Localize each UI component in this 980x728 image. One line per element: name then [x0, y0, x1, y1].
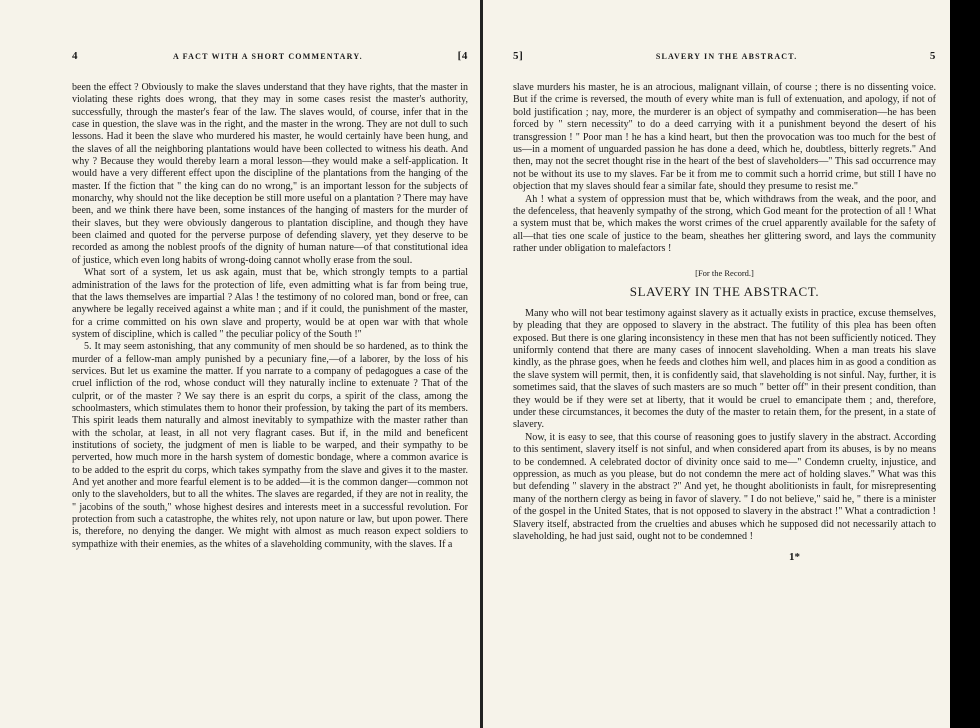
right-paragraph-1: slave murders his master, he is an atrocious, malignant villain, of course ; there is no dissenting voice. But if the crime is reversed, the mouth of every white man is full of extenuation, and apology, if not of bold justification ; nay, more, the murderer is an object of sympathy and commiseration—he has been forced by " stern necessity" to do a deed carrying with it a punishment beyond the desert of his transgression ! " Poor man ! he has a kind heart, but then the provocation was too much for the best of us—in a moment of unguarded passion he has done a deed, which he, doubtless, bitterly regrets." And then, may not the secret thought rise in the heart of the best of slaveholders—" This sad occurrence may not be without its use to my slaves. Far be it from me to commit such a horrid crime, but still I have no objection that my slaves should fear a similar fate, should they presume to resist me."	[513, 82, 936, 193]
left-bracket-mark: [4	[457, 50, 468, 62]
right-paragraph-2: Ah ! what a system of oppression must that be, which withdraws from the weak, and the poor, and the defenceless, that heavenly sympathy of the strong, which God meant for the protection of all ! What a system must that be, which makes the worst crimes of the cruel apparently available for the safety of all—that ties one scale of justice to the beam, sheathes her glittering sword, and lays the community rather under obligation to malefactors !	[513, 193, 936, 255]
section-title: SLAVERY IN THE ABSTRACT.	[629, 283, 820, 299]
left-paragraph-1: been the effect ? Obviously to make the slaves understand that they have rights, that the master in violating these rights does wrong, that they may in some cases resist the master's authority, successfully, through the master's fear of the law. The slaves would, of course, infer that in the case in question, the slave was in the right, and the master in the wrong. They are not dull to such lessons. Had it been the slave who murdered his master, he would certainly have been hung, and the slaves of all the neighboring plantations would have been collected to witness his death. And why ? Because they would thereby learn a moral lesson—they would make a self-application. It would have a very different effect upon the discipline of the plantations from the hanging of the master. If the fiction that " the king can do no wrong," is an important lesson for the subjects of monarchy, why should not the like deception be still more useful on a plantation ? There may have been, and we think there have been, some instances of the hanging of masters for the murder of their slaves, but they were obviously dangerous to plantation discipline, and though they have been claimed and quoted for the perverse purpose of defending slavery, yet they deserve to be recorded as among the noblest proofs of the dignity of human nature—of that constitutional idea of justice, which even long habits of wrong-doing cannot wholly erase from the soul.	[72, 82, 468, 266]
scan-edge	[950, 0, 980, 728]
right-running-title: SLAVERY IN THE ABSTRACT.	[655, 52, 798, 61]
left-running-title: A FACT WITH A SHORT COMMENTARY.	[172, 52, 363, 61]
left-running-head	[72, 50, 468, 62]
right-running-head	[513, 50, 936, 62]
section-paragraph-2: Now, it is easy to see, that this course of reasoning goes to justify slavery in the abstract. According to this sentiment, slavery itself is not sinful, and when considered apart from its abuses, is by no means to be condemned. A celebrated doctor of divinity once said to me—" Condemn cruelty, injustice, and oppression, as much as you please, but do not condemn the mere act of holding slaves." What was this but defending " slavery in the abstract ?" And yet, he thought abolitionists in fault, for misrepresenting many of the northern clergy as being in favor of slavery. " I do not believe," said he, " there is a minister of the gospel in the United States, that is not opposed to slavery in the abstract !" What a contradiction ! Slavery itself, abstracted from the cruelties and abuses which he supposed did not necessarily attach to slaveholding, he had just said, ought not to be condemned !	[513, 431, 936, 542]
left-paragraph-3: 5. It may seem astonishing, that any community of men should be so hardened, as to think the murder of a fellow-man amply punished by a pecuniary fine,—of a laborer, by the loss of his services. But let us examine the matter. If you narrate to a company of pedagogues a case of the cruel infliction of the rod, whose conduct will they naturally incline to extenuate ? That of the culprit, or of the master ? We say there is an esprit du corps, a spirit of the class, among the schoolmasters, which stimulates them to honor their profession, by taking the part of its members. This spirit leads them naturally and almost inevitably to sympathize with the master rather than with the scholar, at least, in all not very flagrant cases. But if, in the mild and beneficent institutions of society, the judgment of men is liable to be warped, and their sympathy to be perverted, how much more in the harsh system of domestic bondage, where a common avarice is to be added to the esprit du corps, which takes sympathy from the slave and gives it to the master. And yet another and more fearful element is to be added—it is the common danger—common not only to the slaveholders, but to all the whites. The slaves are regarded, if they are not in reality, the " jacobins of the south," whose highest desires and interests meet in a successful revolution. For protection from such a catastrophe, the whites rely, not upon nature or law, but upon power. There is, therefore, no denying the danger. We might with almost as much reason expect soldiers to sympathize with their enemies, as the whites of a slaveholding community, with the slaves. If a	[72, 341, 468, 550]
left-page	[0, 0, 480, 728]
right-page-number: 5	[929, 50, 936, 62]
right-body-text	[513, 82, 936, 256]
signature-mark: 1*	[789, 551, 800, 564]
section-body-text	[513, 308, 936, 544]
left-body-text	[72, 82, 468, 551]
right-page-number-left: 5]	[513, 50, 524, 62]
record-note: [For the Record.]	[695, 267, 754, 278]
section-paragraph-1: Many who will not bear testimony against slavery as it actually exists in practice, excuse themselves, by pleading that they are opposed to slavery in the abstract. The futility of this plea has been often exposed. But there is one glaring inconsistency in these men that has not been sufficiently noticed. They uniformly contend that there are many cases of innocent slaveholding. When a man treats his slave kindly, as the phrase goes, when he feeds and clothes him well, and places him in as good a condition as the slave system will permit, then, it is confidently said, that slaveholding is not sinful. Nay, further, it is sometimes said, that the slaves of such masters are so much " better off" in their present condition, than they would be if they were set at liberty, that it would be cruel to emancipate them ; and, therefore, under these circumstances, it becomes the duty of the master to retain them, for the present, in a state of slavery.	[513, 307, 936, 431]
right-page	[483, 0, 950, 728]
left-paragraph-2: What sort of a system, let us ask again, must that be, which strongly tempts to a partial administration of the laws for the protection of life, even admitting what is far from being true, that the laws themselves are impartial ? Alas ! the testimony of no colored man, bond or free, can anywhere be legally received against a white man ; and if it could, the punishment of the master, for a crime committed on his own slave and property, would be at open war with that whole system of discipline, which is called " the peculiar policy of the South !"	[72, 267, 468, 340]
left-page-number: 4	[72, 50, 79, 62]
